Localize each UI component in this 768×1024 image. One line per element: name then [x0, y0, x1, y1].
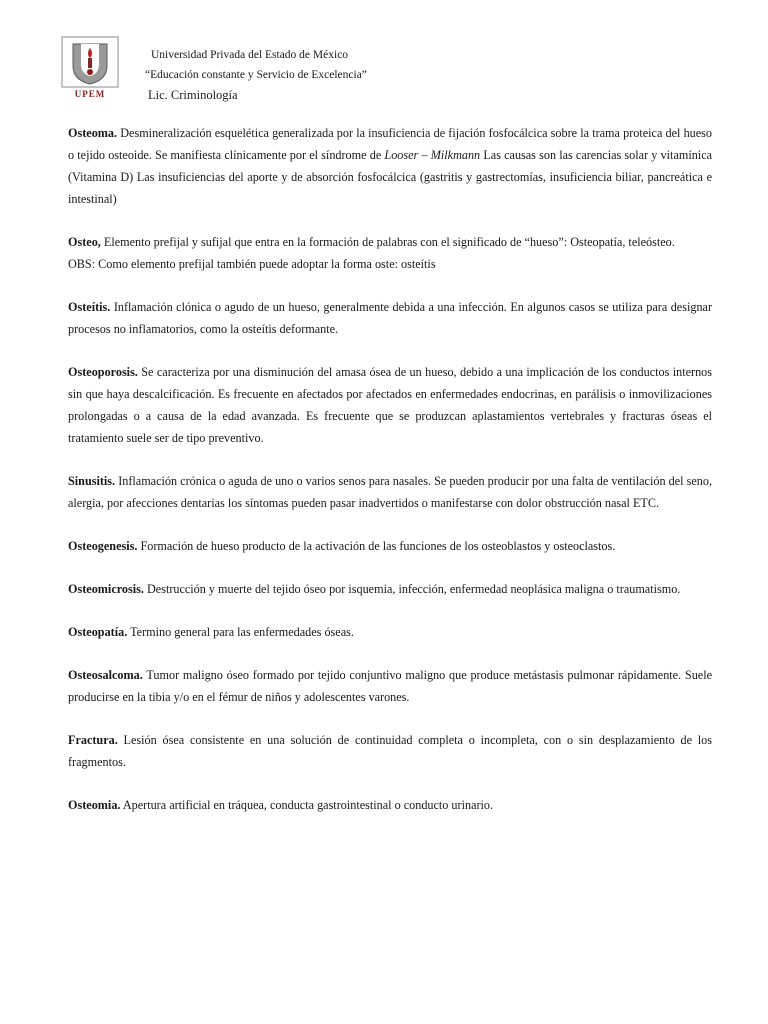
glossary-entry-osteoma: [68, 122, 712, 210]
entry-definition: Inflamación crónica o aguda de uno o varios senos para nasales. Se pueden producir por una falta de ventilación del seno, alergia, por afecciones dentarias los síntomas pueden pasar inadvertidos o manifestarse con dolor obstrucción nasal ETC.: [68, 474, 712, 510]
glossary-entry-fractura: [68, 729, 712, 773]
glossary-entry-osteogenesis: [68, 535, 712, 557]
glossary-entry-osteitis: [68, 296, 712, 340]
glossary-entry-osteo: [68, 231, 712, 275]
entry-term: Osteosalcoma.: [68, 668, 143, 682]
university-motto: “Educación constante y Servicio de Excelencia”: [145, 69, 367, 81]
entry-definition: Tumor maligno óseo formado por tejido conjuntivo maligno que produce metástasis pulmonar rápidamente. Suele producirse en la tibia y/o en el fémur de niños y adolescentes varones.: [68, 668, 712, 704]
entry-term: Osteogenesis.: [68, 539, 138, 553]
glossary-entry-osteopatia: [68, 621, 712, 643]
entry-term: Osteomia.: [68, 798, 121, 812]
glossary-entry-sinusitis: [68, 470, 712, 514]
entry-term: Sinusitis.: [68, 474, 116, 488]
entry-definition: Formación de hueso producto de la activación de las funciones de los osteoblastos y osteoclastos.: [140, 539, 616, 553]
entry-term: Osteoma.: [68, 126, 118, 140]
university-name: Universidad Privada del Estado de México: [151, 49, 349, 61]
entry-definition: Termino general para las enfermedades óseas.: [130, 625, 354, 639]
entry-definition: Desmineralización esquelética generalizada por la insuficiencia de fijación fosfocálcica sobre la trama proteica del hueso o tejido osteoide. Se manifiesta clínicamente por el síndrome de: [68, 126, 712, 162]
glossary-content: [68, 122, 712, 837]
glossary-entry-osteomia: [68, 794, 712, 816]
entry-term: Osteomicrosis.: [68, 582, 144, 596]
program-name: Lic. Criminología: [148, 88, 238, 102]
entry-observation: OBS: Como elemento prefijal también puede adoptar la forma oste: osteítis: [68, 257, 436, 271]
entry-definition: Se caracteriza por una disminución del amasa ósea de un hueso, debido a una implicación de los conductos internos sin que haya descalcificación. Es frecuente en afectados por afectados en enfermedades endocrinas, en parálisis o inmovilizaciones prolongadas o a causa de la edad avanzada. Es frecuente que se produzcan aplastamientos vertebrales y fracturas óseas el tratamiento suele ser de tipo preventivo.: [68, 365, 713, 445]
glossary-entry-osteomicrosis: [68, 578, 712, 600]
entry-definition: Apertura artificial en tráquea, conducta gastrointestinal o conducto urinario.: [122, 798, 494, 812]
entry-term: Osteopatía.: [68, 625, 128, 639]
entry-definition: Lesión ósea consistente en una solución de continuidad completa o incompleta, con o sin desplazamiento de los fragmentos.: [68, 733, 712, 769]
entry-italic-term: Looser – Milkmann: [384, 148, 481, 162]
entry-definition: Destrucción y muerte del tejido óseo por isquemia, infección, enfermedad neoplásica maligna o traumatismo.: [146, 582, 681, 596]
glossary-entry-osteoporosis: [68, 361, 712, 449]
entry-definition: Elemento prefijal y sufijal que entra en la formación de palabras con el significado de “hueso”: Osteopatía, teleósteo.: [103, 235, 675, 249]
logo-text: UPEM: [74, 89, 106, 99]
glossary-entry-osteosalcoma: [68, 664, 712, 708]
entry-term: Osteoporosis.: [68, 365, 138, 379]
entry-definition: Inflamación clónica o agudo de un hueso, generalmente debida a una infección. En algunos casos se utiliza para designar procesos no inflamatorios, como la osteítis deformante.: [68, 300, 713, 336]
entry-term: Fractura.: [68, 733, 118, 747]
entry-definition-cont: Las causas son las carencias solar y vitamínica (Vitamina D) Las insuficiencias del aporte y de absorción fosfocálcica (gastritis y gastrectomías, insuficiencia biliar, pancreática e intestinal): [68, 148, 713, 206]
entry-term: Osteítis.: [68, 300, 111, 314]
entry-term: Osteo,: [68, 235, 101, 249]
